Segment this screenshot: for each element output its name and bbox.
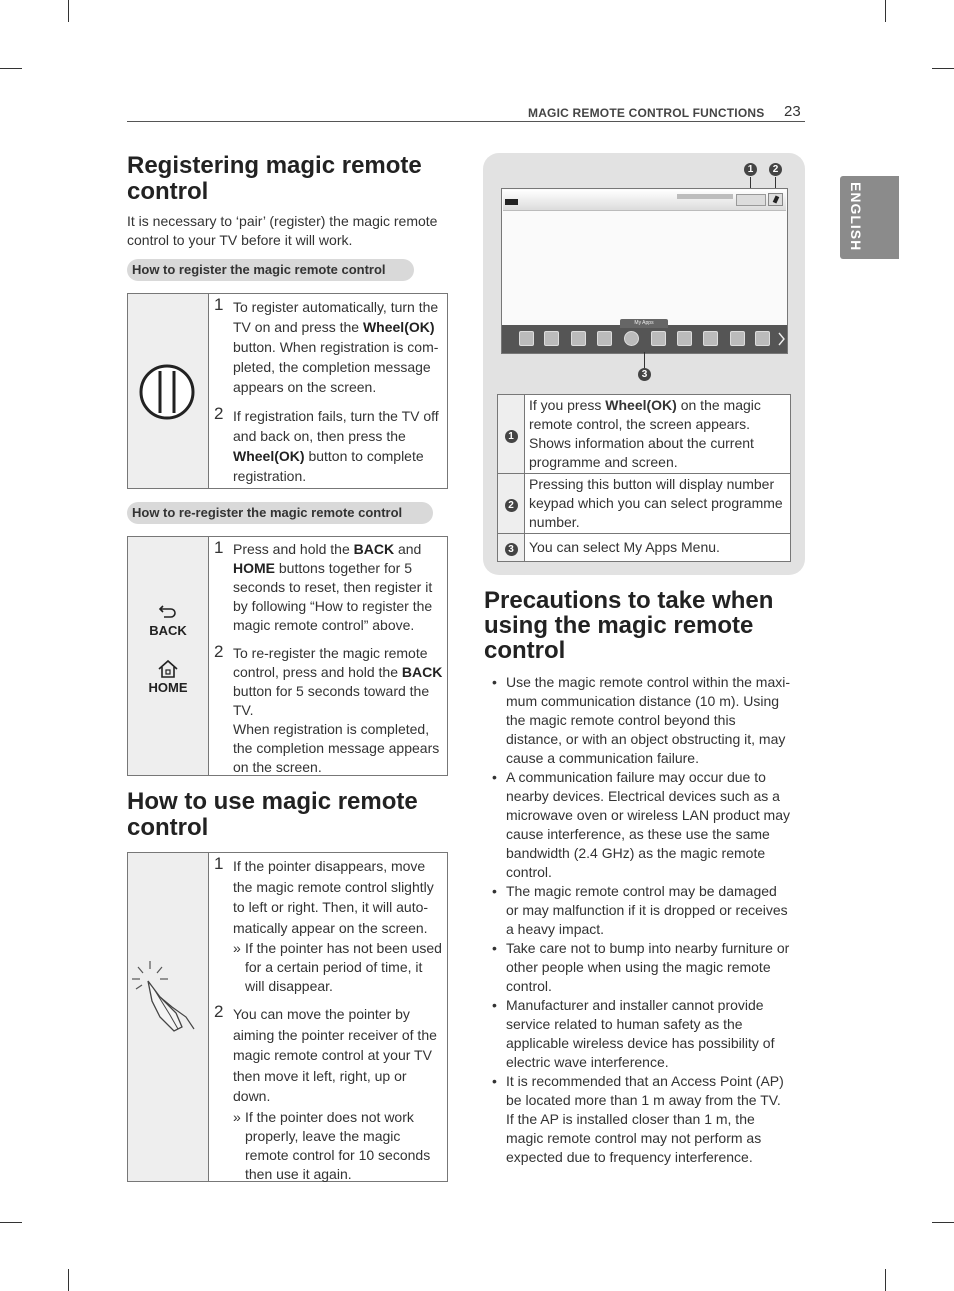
- register-step-1: [212, 297, 443, 397]
- note-text: If the pointer does not work properly, leave the magic remote control for 10 seconds then use it again.: [245, 1108, 431, 1182]
- list-item: • Take care not to bump into nearby furniture or other people when using the magic remote control.: [492, 940, 790, 994]
- step-text: If registration fails, turn the TV off and back on, then press the: [233, 408, 439, 444]
- step-text: button for 5 seconds toward the TV.: [233, 683, 430, 718]
- info-box: [736, 194, 766, 206]
- step-text-bold: HOME: [233, 560, 275, 576]
- chevron-right-icon[interactable]: [778, 332, 786, 346]
- legend-number-cell: [498, 474, 525, 534]
- howto-step-2: [212, 1004, 443, 1107]
- legend-row-2: [498, 474, 791, 534]
- icon-cell: [128, 537, 209, 775]
- precautions-list: [490, 673, 792, 1167]
- howto-title: How to use magic remote control: [127, 788, 418, 841]
- registering-intro: It is necessary to ‘pair’ (register) the magic remote control to your TV before it will work.: [127, 213, 438, 248]
- legend-number: 1: [505, 430, 518, 443]
- step-number: 1: [214, 538, 224, 557]
- step-text: You can move the pointer by aiming the pointer receiver of the magic remote control at your TV then move it left, right, up or down.: [233, 1006, 437, 1104]
- app-icon[interactable]: [519, 331, 534, 346]
- step-number: 2: [214, 1002, 224, 1021]
- step-text-bold: BACK: [401, 664, 443, 680]
- register-steps: [208, 297, 447, 486]
- legend-number-cell: [498, 395, 525, 474]
- crop-mark: [68, 0, 69, 22]
- register-step-2: [212, 406, 443, 486]
- crop-mark: [68, 1269, 69, 1291]
- callout-legend-table: [497, 394, 791, 562]
- legend-text-bold: Wheel(OK): [605, 397, 677, 413]
- howto-steps: [208, 856, 447, 1184]
- step-number: 2: [214, 642, 224, 661]
- howto-step-1: [212, 856, 443, 938]
- step-text: button. When registration is com-pleted, the completion message appears on the screen.: [233, 339, 439, 395]
- icon-cell: [128, 294, 209, 488]
- howto-box: [127, 852, 448, 1182]
- list-item-text: A communication failure may occur due to nearby devices. Electrical devices such as a microwave oven or wireless LAN product may cause interference, as these use the same bandwidth (2.4 GHz) as the magic remote control.: [506, 769, 790, 880]
- tv-screen: [501, 188, 788, 354]
- header-rule: [127, 121, 805, 122]
- step-number: 1: [214, 854, 224, 873]
- crop-mark: [0, 68, 22, 69]
- callout-2: 2: [769, 163, 782, 176]
- browser-app-icon[interactable]: [624, 331, 639, 346]
- callout-3: 3: [638, 368, 651, 381]
- registering-title: Registering magic remote control: [127, 152, 422, 205]
- pointing-hand-icon: [130, 957, 200, 1037]
- list-item: • A communication failure may occur due to nearby devices. Electrical devices such as a microwave oven or wireless LAN product may cause interference, as these use the same bandwidth (2.4 GHz) as the magic remote control.: [492, 769, 790, 880]
- note-text: If the pointer has not been used for a certain period of time, it will disappear.: [245, 940, 442, 994]
- back-label: BACK: [149, 623, 187, 638]
- callout-1: 1: [744, 163, 757, 176]
- step-text: and: [394, 541, 422, 557]
- legend-number-cell: [498, 534, 525, 562]
- list-item: • The magic remote control may be damaged or may malfunction if it is dropped or receives a heavy impact.: [492, 883, 788, 937]
- my-apps-bar: [502, 320, 787, 353]
- step-number: 2: [214, 404, 224, 423]
- list-item-text: It is recommended that an Access Point (AP) be located more than 1 m away from the TV. If the AP is installed closer than 1 m, the magic remote control may not perform as expected due to frequency interference.: [506, 1073, 784, 1165]
- legend-text-cell: [525, 474, 791, 534]
- legend-text-cell: [525, 534, 791, 562]
- step-text: If the pointer disappears, move the magic remote control slightly to left or right. Then, it will auto-matically appear on the screen.: [233, 858, 434, 936]
- step-number: 1: [214, 295, 224, 314]
- step-text: buttons together for 5 seconds to reset, then register it by following “How to register the magic remote control” above.: [233, 560, 433, 633]
- legend-number: 3: [505, 543, 518, 556]
- running-header: MAGIC REMOTE CONTROL FUNCTIONS: [528, 106, 765, 120]
- legend-text: on the magic remote control, the screen appears. Shows information about the current programme and screen.: [529, 397, 761, 470]
- step-text-bold: BACK: [353, 541, 395, 557]
- note-marker: »: [233, 1108, 241, 1125]
- list-item: • Manufacturer and installer cannot provide service related to human safety as the applicable wireless device has possibility of electric wave interference.: [492, 997, 775, 1070]
- precautions-title: Precautions to take when using the magic remote control: [484, 587, 774, 664]
- guide-app-icon[interactable]: [703, 331, 718, 346]
- back-icon: [158, 603, 178, 621]
- progress-bar: [677, 194, 733, 199]
- list-item-text: Manufacturer and installer cannot provide service related to human safety as the applicable wireless device has possibility of electric wave interference.: [506, 997, 775, 1070]
- list-item-text: Take care not to bump into nearby furniture or other people when using the magic remote control.: [506, 940, 790, 994]
- register-heading: How to register the magic remote control: [127, 259, 414, 281]
- reregister-steps: [208, 540, 447, 777]
- crop-mark: [932, 68, 954, 69]
- legend-text-cell: [525, 395, 791, 474]
- media-app-icon[interactable]: [730, 331, 745, 346]
- howto-step-2-note: [233, 1108, 443, 1184]
- legend-text: You can select My Apps Menu.: [529, 539, 720, 555]
- crop-mark: [932, 1222, 954, 1223]
- icon-cell: [128, 853, 209, 1181]
- wheel-button-icon: [138, 363, 196, 421]
- reregister-step-1: [212, 540, 443, 635]
- reregister-step-2: [212, 644, 443, 777]
- legend-text: Pressing this button will display number keypad which you can select programme number.: [529, 476, 783, 530]
- search-app-icon[interactable]: [597, 331, 612, 346]
- callout-3-leader: [644, 352, 645, 368]
- language-tab: [840, 176, 899, 259]
- my-apps-label: My Apps: [634, 320, 654, 326]
- home-icon: [157, 659, 179, 679]
- crop-mark: [0, 1222, 22, 1223]
- input-app-icon[interactable]: [755, 331, 770, 346]
- crop-mark: [885, 1269, 886, 1291]
- legend-row-3: [498, 534, 791, 562]
- home-app-icon[interactable]: [571, 331, 586, 346]
- step-text: When registration is completed, the completion message appears on the screen.: [233, 721, 440, 775]
- legend-text: If you press: [529, 397, 606, 413]
- step-text-bold: Wheel(OK): [362, 319, 435, 335]
- reregister-heading: How to re-register the magic remote control: [127, 502, 433, 524]
- howto-step-1-note: [233, 939, 443, 996]
- settings-app-icon[interactable]: [544, 331, 559, 346]
- list-item-text: The magic remote control may be damaged or may malfunction if it is dropped or receives a heavy impact.: [506, 883, 788, 937]
- list-item: • It is recommended that an Access Point (AP) be located more than 1 m away from the TV. If the AP is installed closer than 1 m, the magic remote control may not perform as expected due to frequency interference.: [492, 1073, 784, 1165]
- legend-number: 2: [505, 499, 518, 512]
- step-text: button to complete registration.: [233, 448, 424, 484]
- channel-badge: [505, 199, 518, 205]
- number-keypad-icon[interactable]: [768, 193, 783, 206]
- register-box: [127, 293, 448, 489]
- step-text: To register automatically, turn the TV on and press the: [233, 299, 439, 335]
- language-tab-label: ENGLISH: [848, 182, 864, 252]
- home-label: HOME: [148, 680, 188, 695]
- page-number: 23: [784, 103, 801, 120]
- list-item-text: Use the magic remote control within the maxi-mum communication distance (10 m). Using the magic remote control beyond this distance, or with an object obstructing it, may cause a communication failure.: [506, 674, 790, 766]
- step-text-bold: Wheel(OK): [233, 448, 305, 464]
- note-marker: »: [233, 940, 241, 956]
- crop-mark: [885, 0, 886, 22]
- list-item: • Use the magic remote control within the maxi-mum communication distance (10 m). Using the magic remote control beyond this distance, or with an object obstructing it, may cause a communication failure.: [492, 674, 790, 766]
- step-text: Press and hold the: [233, 541, 354, 557]
- legend-row-1: [498, 395, 791, 474]
- reregister-box: [127, 536, 448, 776]
- tv-app-icon[interactable]: [677, 331, 692, 346]
- step-text: To re-register the magic remote control, press and hold the: [233, 645, 428, 680]
- photo-app-icon[interactable]: [651, 331, 666, 346]
